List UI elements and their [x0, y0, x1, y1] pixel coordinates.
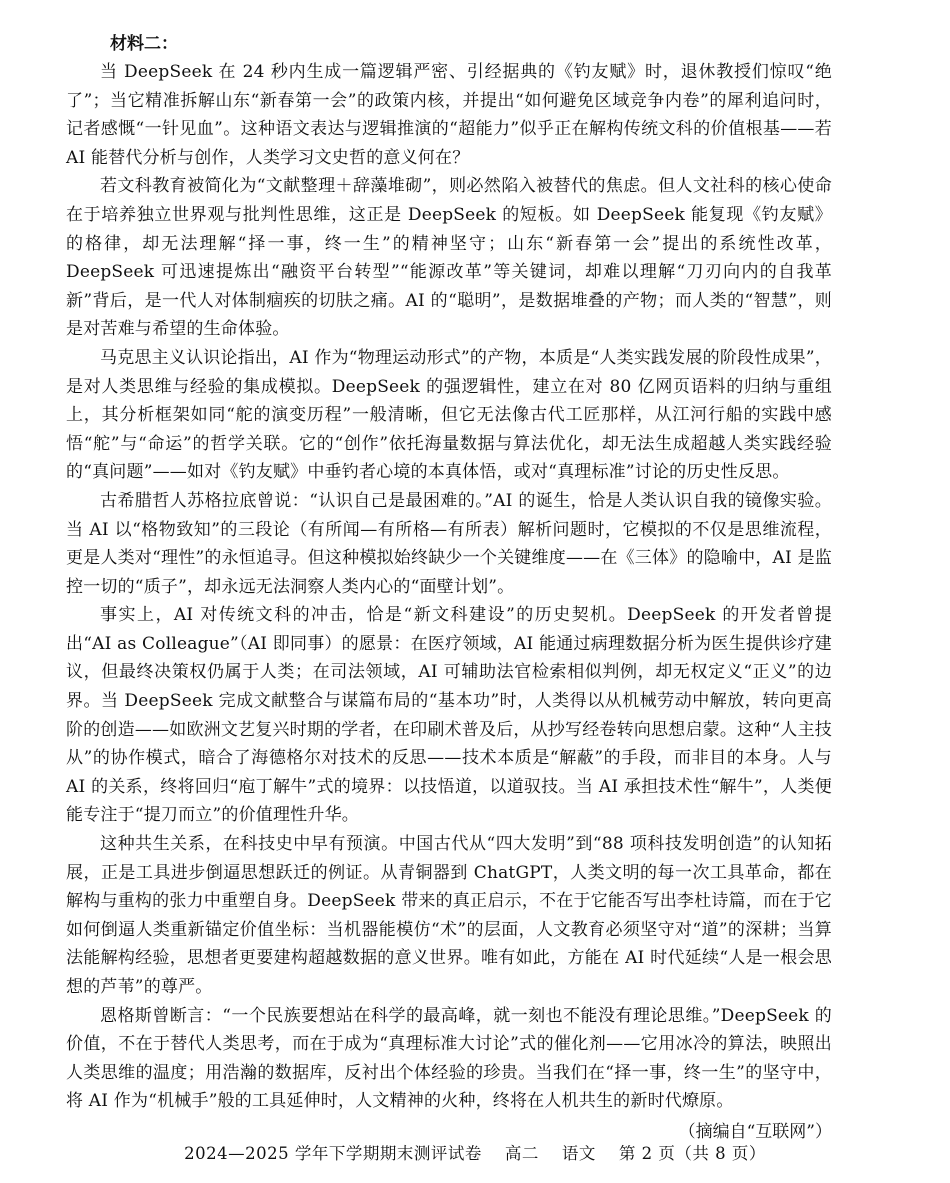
section-heading: 材料二： — [110, 34, 178, 54]
footer-subject: 语文 — [561, 1144, 596, 1163]
paragraph-3: 马克思主义认识论指出，AI 作为“物理运动形式”的产物，本质是“人类实践发展的阶段性成果”，是对人类思维与经验的集成模拟。DeepSeek 的强逻辑性，建立在对 80 亿网页语料的归纳与重组上，其分析框架如同“舵的演变历程”一般清晰，但它无法像古代工匠那样，从江河行船的实践中感悟“舵”与“命运”的哲学关联。它的“创作”依托海量数据与算法优化，却无法生成超越人类实践经验的“真问题”——如对《钓友赋》中垂钓者心境的本真体悟，或对“真理标准”讨论的历史性反思。 — [66, 347, 832, 483]
page-footer — [0, 1142, 950, 1166]
source-citation: （摘编自“互联网”） — [678, 1121, 832, 1142]
paragraph-1: 当 DeepSeek 在 24 秒内生成一篇逻辑严密、引经据典的《钓友赋》时，退休教授们惊叹“绝了”；当它精准拆解山东“新春第一会”的政策内核，并提出“如何避免区域竞争内卷”的犀利追问时，记者感慨“一针见血”。这种语文表达与逻辑推演的“超能力”似乎正在解构传统文科的价值根基——若 AI 能替代分析与创作，人类学习文史哲的意义何在？ — [66, 62, 832, 168]
paragraph-7: 恩格斯曾断言：“一个民族要想站在科学的最高峰，就一刻也不能没有理论思维。”DeepSeek 的价值，不在于替代人类思考，而在于成为“真理标准大讨论”式的催化剂——它用冰冷的算法，映照出人类思维的温度；用浩瀚的数据库，反衬出个体经验的珍贵。当我们在“择一事，终一生”的坚守中，将 AI 作为“机械手”般的工具延伸时，人文精神的火种，终将在人机共生的新时代燎原。 — [66, 1005, 832, 1112]
footer-exam-title: 2024—2025 学年下学期期末测评试卷 — [184, 1144, 482, 1163]
footer-grade: 高二 — [504, 1144, 539, 1163]
paragraph-4: 古希腊哲人苏格拉底曾说：“认识自己是最困难的。”AI 的诞生，恰是人类认识自我的镜像实验。当 AI 以“格物致知”的三段论（有所闻—有所格—有所表）解析问题时，它模拟的不仅是思维流程，更是人类对“理性”的永恒追寻。但这种模拟始终缺少一个关键维度——在《三体》的隐喻中，AI 是监控一切的“质子”，却永远无法洞察人类内心的“面壁计划”。 — [66, 490, 832, 597]
paragraph-2: 若文科教育被简化为“文献整理＋辞藻堆砌”，则必然陷入被替代的焦虑。但人文社科的核心使命在于培养独立世界观与批判性思维，这正是 DeepSeek 的短板。如 DeepSeek 能复现《钓友赋》的格律，却无法理解“择一事，终一生”的精神坚守；山东“新春第一会”提出的系统性改革，DeepSeek 可迅速提炼出“融资平台转型”“能源改革”等关键词，却难以理解“刀刃向内的自我革新”背后，是一代人对体制痼疾的切肤之痛。AI 的“聪明”，是数据堆叠的产物；而人类的“智慧”，则是对苦难与希望的生命体验。 — [66, 176, 832, 340]
footer-page-number: 第 2 页（共 8 页） — [618, 1144, 766, 1163]
document-body — [66, 30, 832, 1146]
paragraph-6: 这种共生关系，在科技史中早有预演。中国古代从“四大发明”到“88 项科技发明创造”的认知拓展，正是工具进步倒逼思想跃迁的例证。从青铜器到 ChatGPT，人类文明的每一次工具革命，都在解构与重构的张力中重塑自身。DeepSeek 带来的真正启示，不在于它能否写出李杜诗篇，而在于它如何倒逼人类重新锚定价值坐标：当机器能模仿“术”的层面，人文教育必须坚守对“道”的深耕；当算法能解构经验，思想者更要建构超越数据的意义世界。唯有如此，方能在 AI 时代延续“人是一根会思想的芦苇”的尊严。 — [66, 834, 832, 997]
paragraph-5: 事实上，AI 对传统文科的冲击，恰是“新文科建设”的历史契机。DeepSeek 的开发者曾提出“AI as Colleague”（AI 即同事）的愿景：在医疗领域，AI 能通过病理数据分析为医生提供诊疗建议，但最终决策权仍属于人类；在司法领域，AI 可辅助法官检索相似判例，却无权定义“正义”的边界。当 DeepSeek 完成文献整合与谋篇布局的“基本功”时，人类得以从机械劳动中解放，转向更高阶的创造——如欧洲文艺复兴时期的学者，在印刷术普及后，从抄写经卷转向思想启蒙。这种“人主技从”的协作模式，暗合了海德格尔对技术的反思——技术本质是“解蔽”的手段，而非目的本身。人与 AI 的关系，终将回归“庖丁解牛”式的境界：以技悟道，以道驭技。当 AI 承担技术性“解牛”，人类便能专注于“提刀而立”的价值理性升华。 — [66, 605, 832, 826]
